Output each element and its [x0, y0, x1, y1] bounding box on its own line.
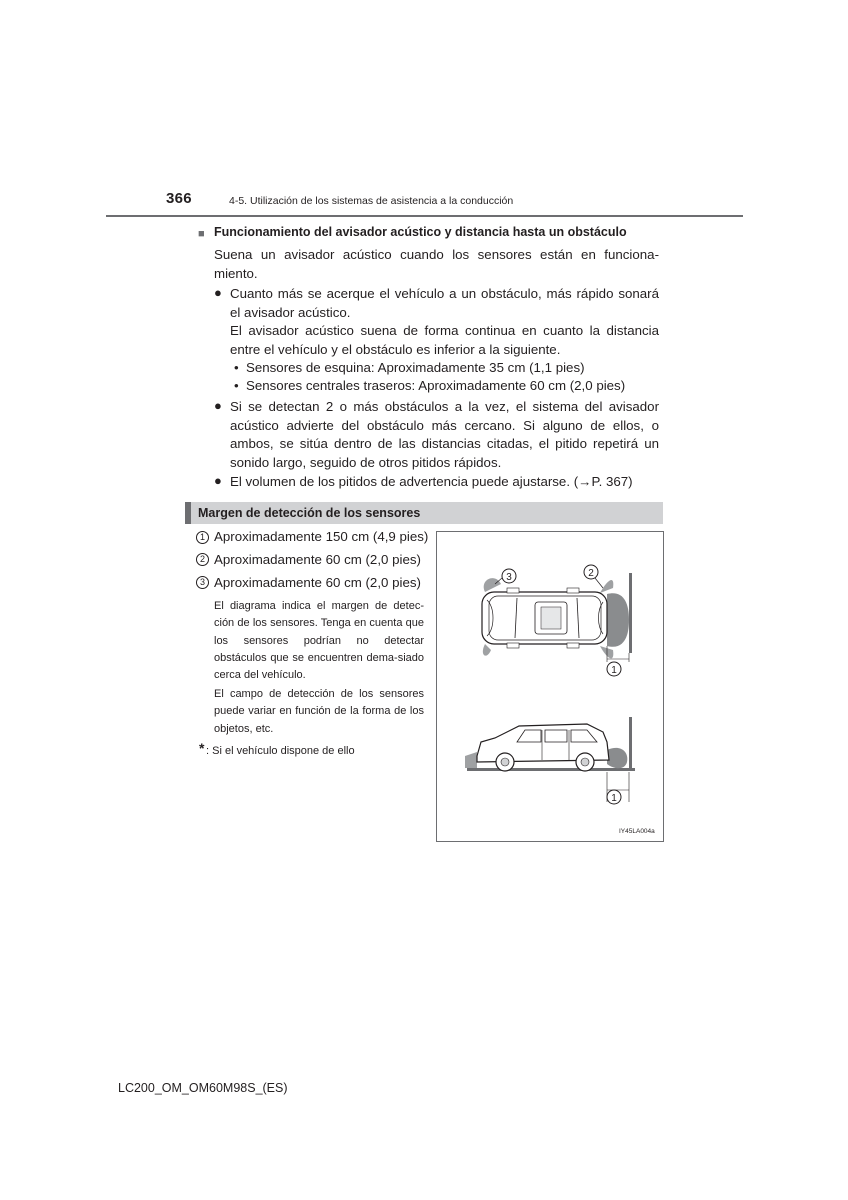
detection-field-note: El campo de detección de los sensores puede variar en función de la forma de los objetos, etc.	[214, 688, 424, 735]
intro-paragraph: Suena un avisador acústico cuando los sensores están en funciona-miento.	[214, 247, 659, 281]
bullet-2: Si se detectan 2 o más obstáculos a la vez, el sistema del avisador acústico advierte del obstáculo más cercano. Si alguno de ellos, o ambos, se sitúa dentro de las distancias citadas, el pitido repetirá un sonido largo, seguido de otros pitidos rápidos.	[230, 399, 659, 470]
small-bullet-icon: •	[234, 360, 239, 375]
section-band-marker	[185, 502, 191, 524]
bullet-1-detail: El avisador acústico suena de forma continua en cuanto la distancia entre el vehículo y el obstáculo es inferior a la siguiente.	[230, 323, 659, 357]
document-code: LC200_OM_OM60M98S_(ES)	[118, 1081, 288, 1095]
block-heading: Funcionamiento del avisador acústico y distancia hasta un obstáculo	[214, 225, 627, 239]
callout-number-icon: 1	[196, 531, 209, 544]
section-band-title: Margen de detección de los sensores	[198, 506, 421, 520]
square-bullet-icon: ■	[198, 228, 205, 240]
callout-2-label: 2	[588, 568, 594, 579]
callout-3-label: 3	[506, 572, 512, 583]
footnote-mark: *	[199, 740, 205, 756]
range-item: Aproximadamente 150 cm (4,9 pies)	[214, 529, 429, 544]
callout-1-top-label: 1	[611, 665, 617, 676]
diagram-note: El diagrama indica el margen de detec-ción de los sensores. Tenga en cuenta que los sensores podrían no detectar obstáculos que se encuentren dema-siado cerca del vehículo.	[214, 600, 424, 682]
small-bullet-icon: •	[234, 378, 239, 393]
sensor-range-figure	[436, 531, 664, 842]
bullet-dot-icon: ●	[214, 473, 222, 488]
bullet-1: Cuanto más se acerque el vehículo a un obstáculo, más rápido sonará el avisador acústico.	[230, 286, 659, 320]
bullet-dot-icon: ●	[214, 285, 222, 300]
sub-item: Sensores de esquina: Aproximadamente 35 cm (1,1 pies)	[246, 360, 585, 375]
section-title: 4-5. Utilización de los sistemas de asistencia a la conducción	[229, 195, 514, 207]
callout-number-icon: 2	[196, 553, 209, 566]
range-item: Aproximadamente 60 cm (2,0 pies)	[214, 575, 421, 590]
range-item: Aproximadamente 60 cm (2,0 pies)	[214, 552, 421, 567]
footnote-text: : Si el vehículo dispone de ello	[206, 745, 355, 757]
sub-item: Sensores centrales traseros: Aproximadamente 60 cm (2,0 pies)	[246, 378, 626, 393]
bullet-3: El volumen de los pitidos de advertencia puede ajustarse. (→P. 367)	[230, 474, 633, 489]
callout-number-icon: 3	[196, 576, 209, 589]
page-number: 366	[166, 190, 192, 207]
callout-1-bottom-label: 1	[611, 793, 617, 804]
figure-code: IY45LA004a	[619, 828, 655, 835]
sensor-range-illustration	[437, 532, 663, 841]
bullet-dot-icon: ●	[214, 398, 222, 413]
header-rule	[106, 215, 743, 217]
